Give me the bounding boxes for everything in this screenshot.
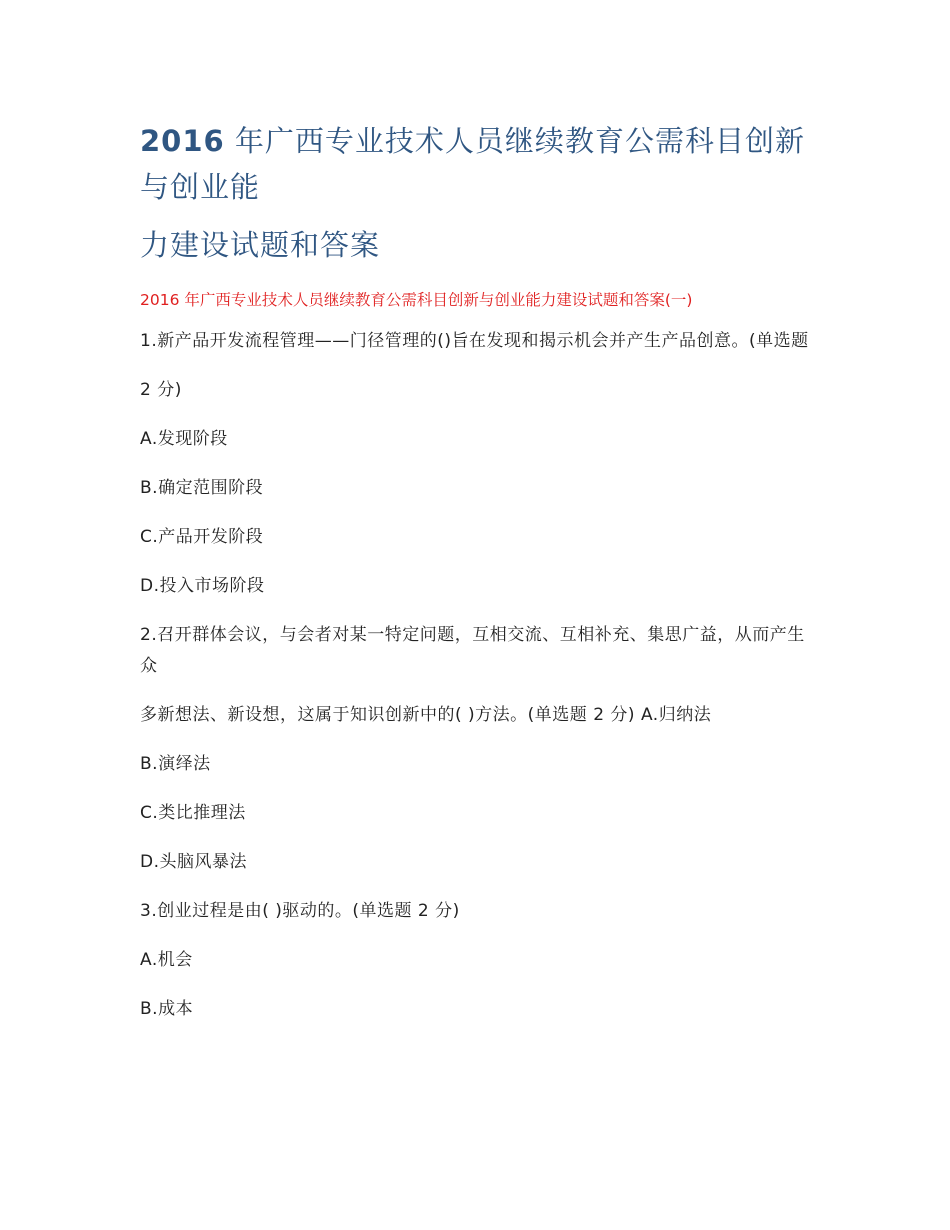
title-year: 2016 [140,124,225,158]
question-1-stem: 1.新产品开发流程管理——门径管理的()旨在发现和揭示机会并产生产品创意。(单选题 [140,331,809,351]
document-title-line2: 力建设试题和答案 [140,228,381,262]
question-3-option-b: B.成本 [140,999,194,1019]
document-subtitle: 2016 年广西专业技术人员继续教育公需科目创新与创业能力建设试题和答案(一) [140,291,693,309]
question-1-option-b: B.确定范围阶段 [140,478,264,498]
title-line1: 年广西专业技术人员继续教育公需科目创新与创业能 [140,124,805,204]
question-2-stem-cont: 多新想法、新设想，这属于知识创新中的( )方法。(单选题 2 分) A.归纳法 [140,705,712,725]
question-1-option-a: A.发现阶段 [140,429,228,449]
question-2-option-c: C.类比推理法 [140,803,246,823]
question-2-option-b: B.演绎法 [140,754,211,774]
question-3-stem: 3.创业过程是由( )驱动的。(单选题 2 分) [140,901,460,921]
question-2-option-d: D.头脑风暴法 [140,852,247,872]
question-1-stem-score: 2 分) [140,380,182,400]
question-list [140,326,820,1025]
question-3-option-a: A.机会 [140,950,193,970]
question-2-stem: 2.召开群体会议，与会者对某一特定问题，互相交流、互相补充、集思广益，从而产生众 [140,625,805,676]
question-1-option-d: D.投入市场阶段 [140,576,265,596]
question-1-option-c: C.产品开发阶段 [140,527,264,547]
document-title [140,118,820,210]
document-page [140,118,820,1025]
